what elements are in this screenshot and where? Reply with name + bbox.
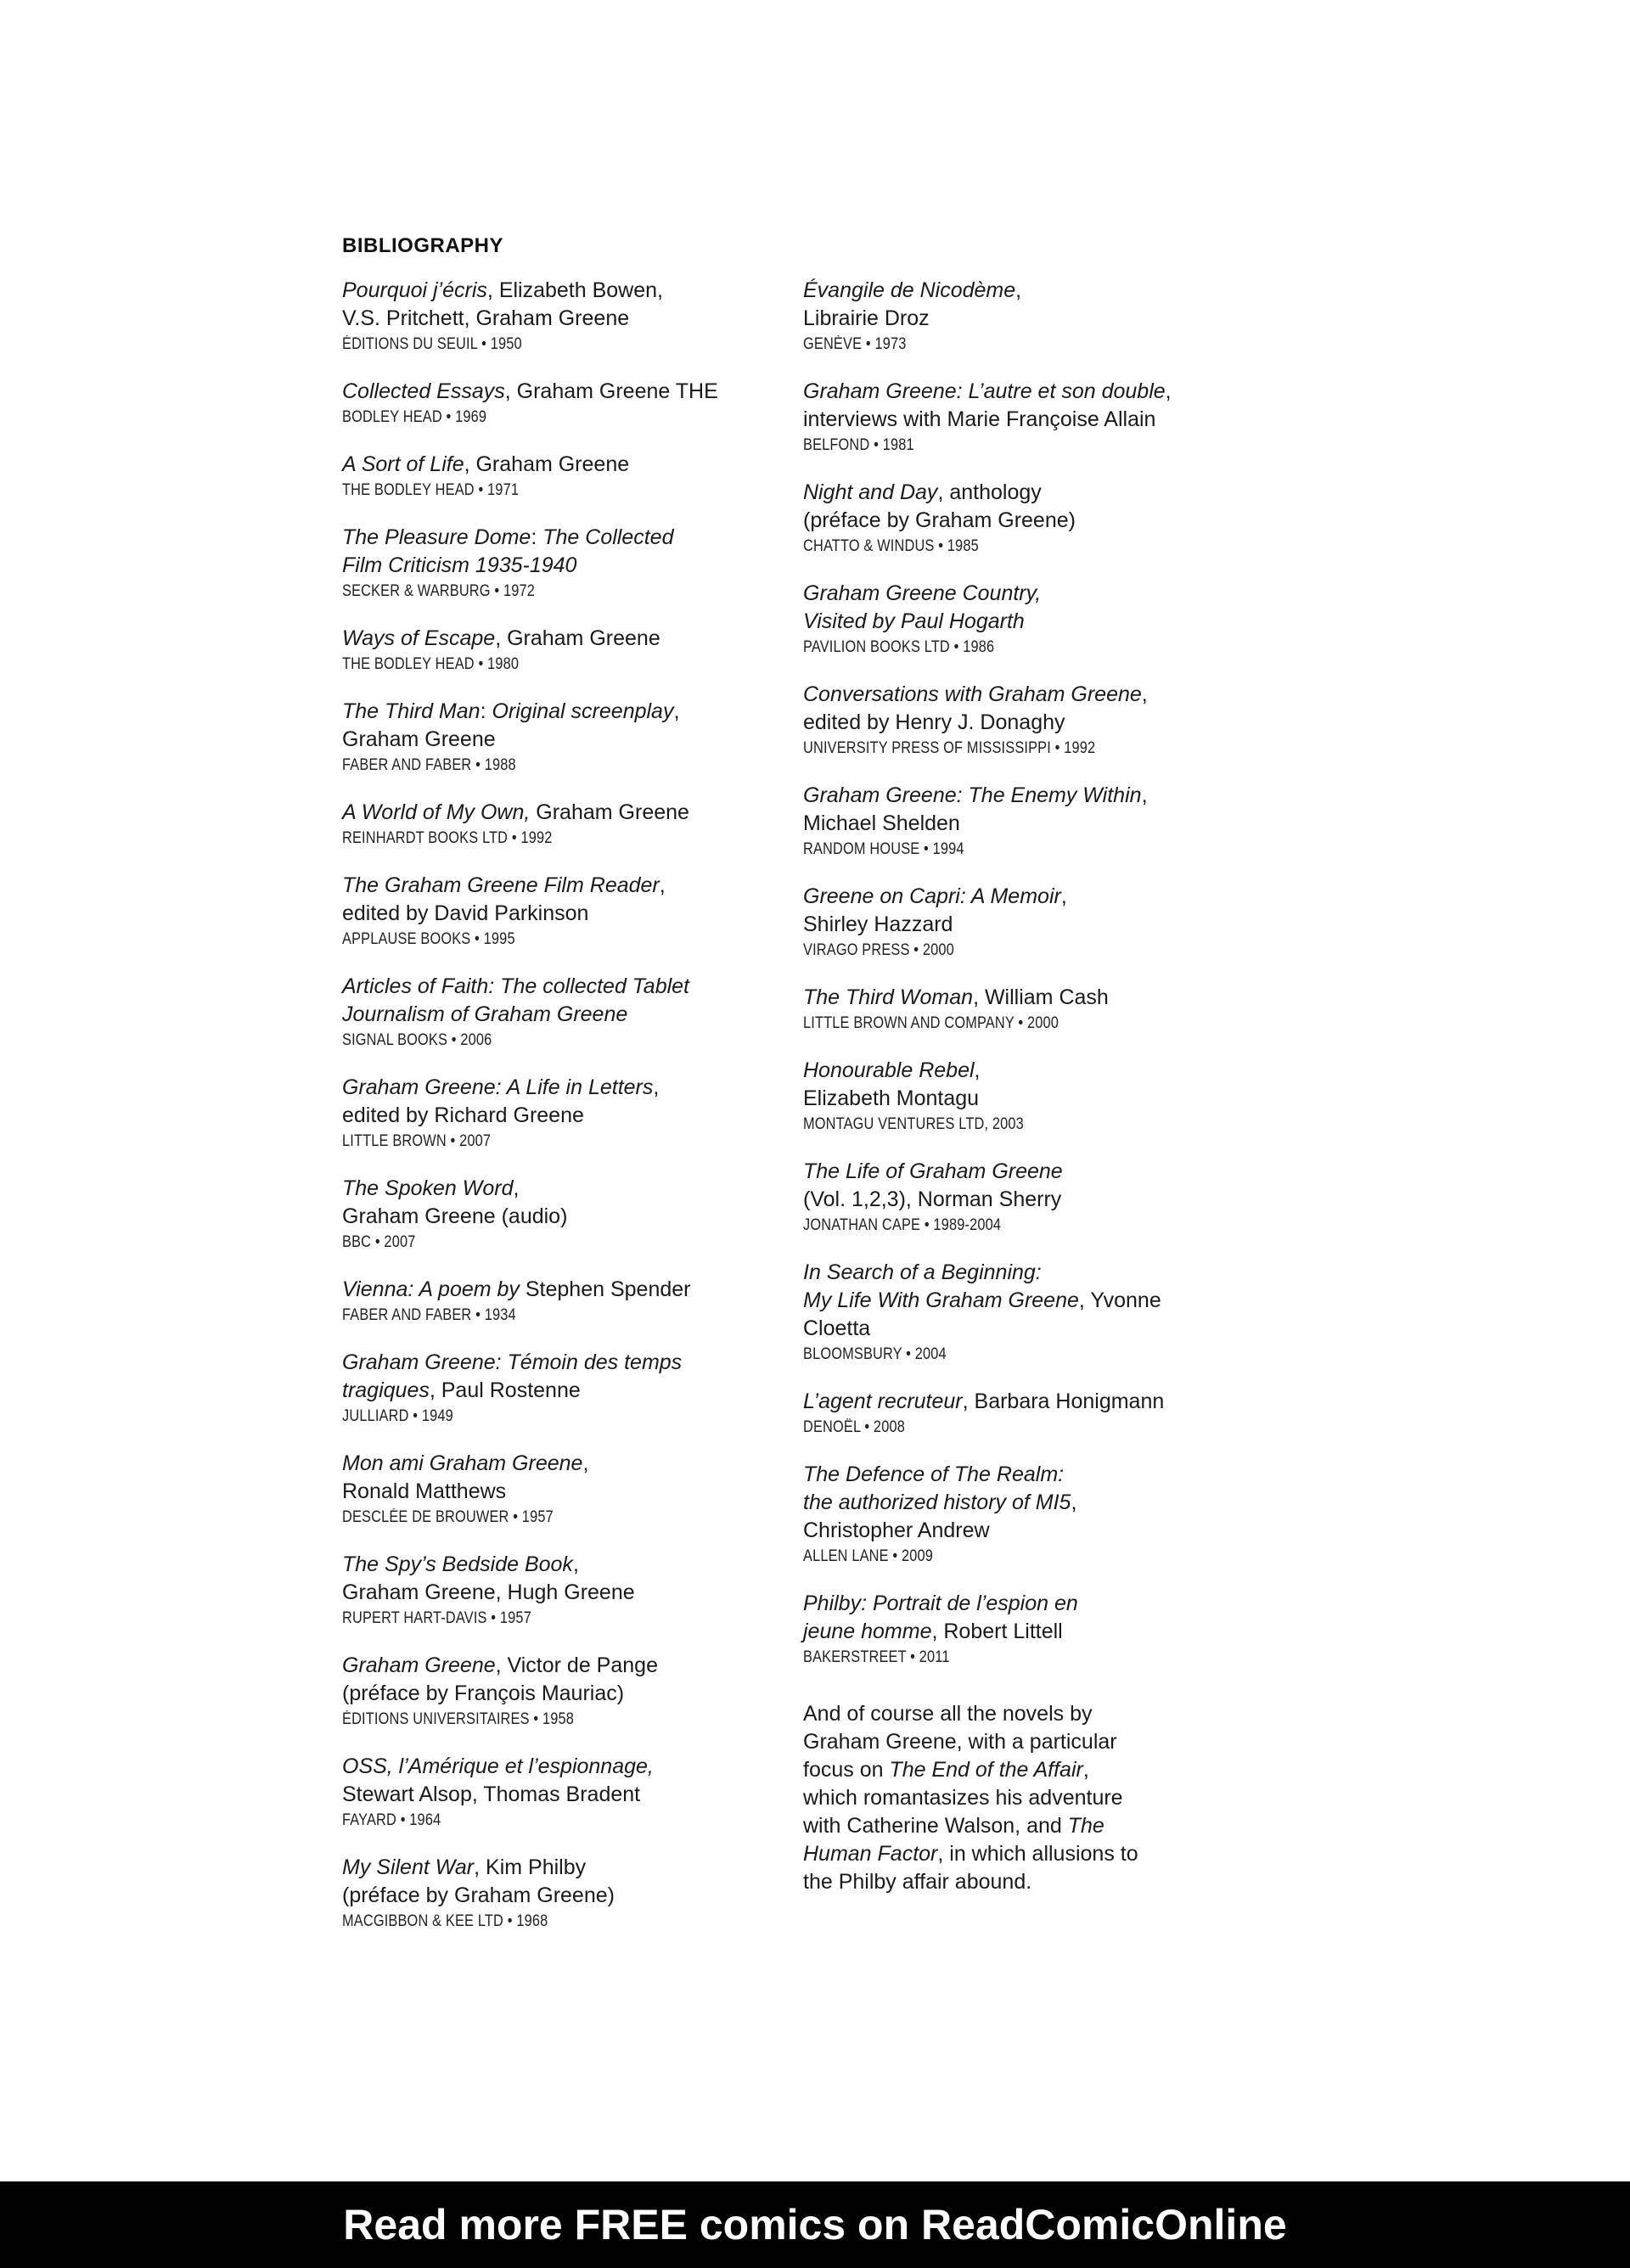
entry-line — [803, 1812, 1228, 1840]
plain-text: , Elizabeth Bowen, — [486, 278, 663, 302]
entry-line — [342, 726, 767, 754]
entry-line — [803, 709, 1228, 737]
publisher-line: JONATHAN CAPE • 1989-2004 — [803, 1216, 1002, 1234]
publisher-line: UNIVERSITY PRESS OF MISSISSIPPI • 1992 — [803, 739, 1096, 757]
entry-line — [342, 1478, 767, 1506]
entry-line — [803, 1756, 1228, 1784]
bibliography-entry — [342, 973, 767, 1053]
entry-line — [803, 580, 1228, 608]
entry-line — [803, 1057, 1228, 1085]
entry-line — [342, 1882, 767, 1910]
entry-line — [342, 1781, 767, 1809]
plain-text: , — [1141, 682, 1148, 706]
title-text: Conversations with Graham Greene — [803, 682, 1142, 706]
bibliography-entry — [342, 1450, 767, 1530]
entry-line — [803, 1085, 1228, 1113]
title-text: A Sort of Life — [342, 452, 464, 476]
bibliography-entry — [803, 580, 1228, 660]
bibliography-entry — [803, 1461, 1228, 1569]
title-text: The Pleasure Dome — [342, 525, 531, 549]
title-text: The Spy’s Bedside Book — [342, 1552, 573, 1576]
plain-text: Graham Greene, Hugh Greene — [342, 1580, 635, 1604]
plain-text: Elizabeth Montagu — [803, 1086, 980, 1110]
publisher-line: BELFOND • 1981 — [803, 436, 914, 454]
publisher-line: BODLEY HEAD • 1969 — [342, 408, 487, 426]
entry-line — [803, 1868, 1228, 1896]
entry-line — [342, 1074, 767, 1102]
publisher-line: REINHARDT BOOKS LTD • 1992 — [342, 829, 553, 847]
plain-text: , Paul Rostenne — [429, 1378, 581, 1402]
publisher-line: PAVILION BOOKS LTD • 1986 — [803, 638, 995, 656]
plain-text: , — [1082, 1758, 1089, 1782]
plain-text: edited by David Parkinson — [342, 901, 589, 925]
title-text: Évangile de Nicodème — [803, 278, 1016, 302]
publisher-line: RANDOM HOUSE • 1994 — [803, 840, 964, 858]
entry-line — [342, 1001, 767, 1029]
title-text: Vienna: A poem by — [342, 1277, 520, 1301]
publisher-line: SECKER & WARBURG • 1972 — [342, 582, 536, 600]
plain-text: , — [1060, 884, 1067, 908]
title-text: The — [1067, 1814, 1104, 1838]
title-text: The Life of Graham Greene — [803, 1159, 1063, 1183]
title-text: tragiques — [342, 1378, 430, 1402]
title-text: jeune homme — [803, 1620, 932, 1643]
bibliography-entry — [803, 1590, 1228, 1670]
publisher-line: FABER AND FABER • 1988 — [342, 756, 516, 774]
plain-text: Ronald Matthews — [342, 1479, 507, 1503]
bibliography-entry — [803, 1388, 1228, 1440]
bibliography-entry — [342, 1349, 767, 1429]
entry-line — [803, 1315, 1228, 1343]
plain-text: which romantasizes his adventure — [803, 1786, 1123, 1810]
plain-text: Librairie Droz — [803, 306, 930, 330]
publisher-line: ALLEN LANE • 2009 — [803, 1547, 934, 1565]
promo-banner[interactable] — [0, 2181, 1630, 2268]
entry-line — [803, 378, 1228, 406]
entry-line — [803, 883, 1228, 911]
plain-text: And of course all the novels by — [803, 1702, 1093, 1726]
entry-line — [342, 1753, 767, 1781]
plain-text: , — [1071, 1490, 1077, 1514]
entry-line — [342, 1349, 767, 1377]
bibliography-entry — [803, 1259, 1228, 1367]
title-text: Ways of Escape — [342, 626, 496, 650]
publisher-line: MACGIBBON & KEE LTD • 1968 — [342, 1912, 548, 1930]
bibliography-entry — [342, 1551, 767, 1631]
bibliography-entry — [342, 1276, 767, 1328]
closing-paragraph — [803, 1700, 1228, 1896]
plain-text: , Victor de Pange — [495, 1653, 658, 1677]
plain-text: Graham Greene, with a particular — [803, 1730, 1117, 1754]
bibliography-entry — [342, 799, 767, 850]
plain-text: with Catherine Walson, and — [803, 1814, 1068, 1838]
publisher-line: FAYARD • 1964 — [342, 1811, 441, 1829]
entry-line — [342, 552, 767, 580]
entry-line — [803, 479, 1228, 507]
title-text: Mon ami Graham Greene — [342, 1451, 583, 1475]
entry-line — [803, 1700, 1228, 1728]
title-text: Film Criticism 1935-1940 — [342, 553, 577, 577]
plain-text: , Graham Greene — [464, 452, 630, 476]
plain-text: , — [673, 699, 680, 723]
title-text: The Third Man — [342, 699, 481, 723]
title-text: My Life With Graham Greene — [803, 1288, 1079, 1312]
publisher-line: BLOOMSBURY • 2004 — [803, 1345, 947, 1363]
title-text: The End of the Affair — [889, 1758, 1083, 1782]
plain-text: the Philby affair abound. — [803, 1870, 1032, 1894]
entry-line — [342, 900, 767, 928]
entry-line — [803, 1287, 1228, 1315]
entry-line — [342, 1579, 767, 1607]
entry-line — [803, 1728, 1228, 1756]
plain-text: , — [974, 1058, 981, 1082]
publisher-line: BAKERSTREET • 2011 — [803, 1648, 950, 1666]
entry-line — [803, 507, 1228, 535]
bibliography-entry — [342, 1652, 767, 1732]
plain-text: Cloetta — [803, 1316, 871, 1340]
plain-text: , Kim Philby — [474, 1855, 587, 1879]
bibliography-entry — [342, 625, 767, 676]
plain-text: , William Cash — [973, 985, 1109, 1009]
entry-line — [342, 1175, 767, 1203]
plain-text: Stewart Alsop, Thomas Bradent — [342, 1782, 641, 1806]
title-text: The Graham Greene Film Reader — [342, 873, 660, 897]
plain-text: edited by Henry J. Donaghy — [803, 710, 1065, 734]
bibliography-entry — [342, 1854, 767, 1934]
entry-line — [342, 1854, 767, 1882]
entry-line — [803, 608, 1228, 636]
plain-text: , Graham Greene — [495, 626, 660, 650]
publisher-line: ÉDITIONS UNIVERSITAIRES • 1958 — [342, 1710, 575, 1728]
entry-line — [342, 799, 767, 827]
entry-line — [803, 1186, 1228, 1214]
entry-line — [342, 1551, 767, 1579]
bibliography-entry — [342, 698, 767, 778]
title-text: Philby: Portrait de l’espion en — [803, 1592, 1078, 1615]
bibliography-entry — [803, 479, 1228, 559]
entry-line — [342, 305, 767, 333]
bibliography-entry — [803, 883, 1228, 963]
entry-line — [803, 984, 1228, 1012]
plain-text: Graham Greene — [342, 727, 496, 751]
plain-text: Stephen Spender — [519, 1277, 691, 1301]
entry-line — [342, 1102, 767, 1130]
entry-line — [803, 406, 1228, 434]
bibliography-column-right — [803, 277, 1228, 1896]
plain-text: (préface by Graham Greene) — [803, 508, 1076, 532]
entry-line — [803, 1158, 1228, 1186]
title-text: Pourquoi j’écris — [342, 278, 487, 302]
entry-line — [803, 782, 1228, 810]
entry-line — [803, 911, 1228, 939]
title-text: Greene on Capri: A Memoir — [803, 884, 1061, 908]
publisher-line: APPLAUSE BOOKS • 1995 — [342, 930, 515, 948]
title-text: The Spoken Word — [342, 1176, 514, 1200]
plain-text: , — [1141, 783, 1148, 807]
title-text: Graham Greene: L’autre et son double — [803, 379, 1166, 403]
plain-text: THE — [675, 379, 718, 403]
bibliography-entry — [342, 1753, 767, 1833]
title-text: The Collected — [542, 525, 674, 549]
plain-text: interviews with Marie Françoise Allain — [803, 407, 1156, 431]
entry-line — [803, 1590, 1228, 1618]
bibliography-entry — [342, 524, 767, 603]
bibliography-entry — [803, 681, 1228, 761]
entry-line — [342, 1680, 767, 1708]
plain-text: , Yvonne — [1078, 1288, 1161, 1312]
plain-text: , Robert Littell — [931, 1620, 1063, 1643]
publisher-line: FABER AND FABER • 1934 — [342, 1306, 516, 1324]
entry-line — [342, 451, 767, 479]
title-text: the authorized history of MI5 — [803, 1490, 1071, 1514]
bibliography-entry — [342, 1074, 767, 1154]
title-text: Graham Greene: A Life in Letters — [342, 1075, 654, 1099]
entry-line — [803, 305, 1228, 333]
plain-text: , in which allusions to — [937, 1842, 1138, 1866]
publisher-line: LITTLE BROWN • 2007 — [342, 1132, 492, 1150]
title-text: L’agent recruteur — [803, 1389, 963, 1413]
plain-text: , — [572, 1552, 579, 1576]
plain-text: (préface by Graham Greene) — [342, 1883, 615, 1907]
publisher-line: SIGNAL BOOKS • 2006 — [342, 1031, 492, 1049]
bibliography-entry — [803, 984, 1228, 1036]
entry-line — [342, 1450, 767, 1478]
entry-line — [342, 1276, 767, 1304]
title-text: The Third Woman — [803, 985, 974, 1009]
entry-line — [803, 810, 1228, 838]
title-text: Journalism of Graham Greene — [342, 1002, 628, 1026]
publisher-line: RUPERT HART-DAVIS • 1957 — [342, 1609, 531, 1627]
title-text: Graham Greene: The Enemy Within — [803, 783, 1142, 807]
title-text: Collected Essays — [342, 379, 505, 403]
title-text: Articles of Faith: The collected Tablet — [342, 974, 689, 998]
entry-line — [342, 1203, 767, 1231]
publisher-line: VIRAGO PRESS • 2000 — [803, 941, 954, 959]
entry-line — [803, 1517, 1228, 1545]
plain-text: : — [531, 525, 543, 549]
bibliography-entry — [342, 378, 767, 429]
plain-text: , anthology — [937, 480, 1042, 504]
bibliography-entry — [342, 277, 767, 356]
bibliography-entry — [803, 1057, 1228, 1137]
publisher-line: BBC • 2007 — [342, 1233, 416, 1251]
plain-text: , — [653, 1075, 660, 1099]
plain-text: , — [1015, 278, 1022, 302]
entry-line — [803, 1489, 1228, 1517]
plain-text: , Barbara Honigmann — [962, 1389, 1165, 1413]
entry-line — [342, 872, 767, 900]
title-text: Graham Greene — [342, 1653, 496, 1677]
title-text: In Search of a Beginning: — [803, 1260, 1042, 1284]
bibliography-entry — [342, 872, 767, 952]
publisher-line: GENÈVE • 1973 — [803, 335, 907, 353]
title-text: Night and Day — [803, 480, 938, 504]
title-text: Honourable Rebel — [803, 1058, 975, 1082]
plain-text: edited by Richard Greene — [342, 1103, 584, 1127]
bibliography-column-left — [342, 277, 767, 1955]
bibliography-entry — [803, 782, 1228, 862]
plain-text: : — [480, 699, 492, 723]
title-text: My Silent War — [342, 1855, 475, 1879]
publisher-line: THE BODLEY HEAD • 1980 — [342, 655, 520, 673]
bibliography-entry — [803, 1158, 1228, 1238]
plain-text: focus on — [803, 1758, 890, 1782]
title-text: Graham Greene: Témoin des temps — [342, 1350, 683, 1374]
title-text: Visited by Paul Hogarth — [803, 609, 1025, 633]
promo-banner-text[interactable]: Read more FREE comics on ReadComicOnline — [343, 2201, 1287, 2248]
bibliography-entry — [342, 451, 767, 502]
bibliography-entry — [803, 277, 1228, 356]
entry-line — [803, 1388, 1228, 1416]
publisher-line: JULLIARD • 1949 — [342, 1407, 453, 1425]
entry-line — [803, 277, 1228, 305]
entry-line — [342, 973, 767, 1001]
publisher-line: THE BODLEY HEAD • 1971 — [342, 481, 520, 499]
title-text: A World of My Own, — [342, 800, 531, 824]
entry-line — [803, 1840, 1228, 1868]
plain-text: Michael Shelden — [803, 811, 960, 835]
plain-text: , — [659, 873, 666, 897]
page-title: BIBLIOGRAPHY — [342, 234, 504, 257]
entry-line — [342, 625, 767, 653]
plain-text: Christopher Andrew — [803, 1519, 990, 1542]
bibliography-entry — [342, 1175, 767, 1255]
entry-line — [342, 277, 767, 305]
title-text: Human Factor — [803, 1842, 938, 1866]
entry-line — [803, 1618, 1228, 1646]
entry-line — [342, 524, 767, 552]
plain-text: , — [513, 1176, 520, 1200]
plain-text: , — [582, 1451, 589, 1475]
entry-line — [342, 698, 767, 726]
plain-text: (préface by François Mauriac) — [342, 1681, 625, 1705]
plain-text: Graham Greene (audio) — [342, 1204, 568, 1228]
entry-line — [803, 1784, 1228, 1812]
publisher-line: MONTAGU VENTURES LTD, 2003 — [803, 1115, 1024, 1133]
title-text: Graham Greene Country, — [803, 581, 1042, 605]
publisher-line: ÉDITIONS DU SEUIL • 1950 — [342, 335, 522, 353]
plain-text: , Graham Greene — [504, 379, 676, 403]
right-entries — [803, 277, 1228, 1670]
entry-line — [342, 1652, 767, 1680]
title-text: OSS, l’Amérique et l’espionnage, — [342, 1754, 654, 1778]
title-text: Original screenplay — [492, 699, 674, 723]
entry-line — [803, 1259, 1228, 1287]
plain-text: Graham Greene — [530, 800, 689, 824]
plain-text: (Vol. 1,2,3), Norman Sherry — [803, 1187, 1062, 1211]
entry-line — [803, 1461, 1228, 1489]
plain-text: , — [1165, 379, 1172, 403]
title-text: The Defence of The Realm: — [803, 1462, 1065, 1486]
plain-text: Shirley Hazzard — [803, 912, 953, 936]
entry-line — [342, 1377, 767, 1405]
plain-text: V.S. Pritchett, Graham Greene — [342, 306, 630, 330]
entry-line — [803, 681, 1228, 709]
publisher-line: DENOËL • 2008 — [803, 1418, 905, 1436]
entry-line — [342, 378, 767, 406]
bibliography-entry — [803, 378, 1228, 458]
publisher-line: LITTLE BROWN AND COMPANY • 2000 — [803, 1014, 1060, 1032]
publisher-line: CHATTO & WINDUS • 1985 — [803, 537, 979, 555]
publisher-line: DESCLÉE DE BROUWER • 1957 — [342, 1508, 554, 1526]
